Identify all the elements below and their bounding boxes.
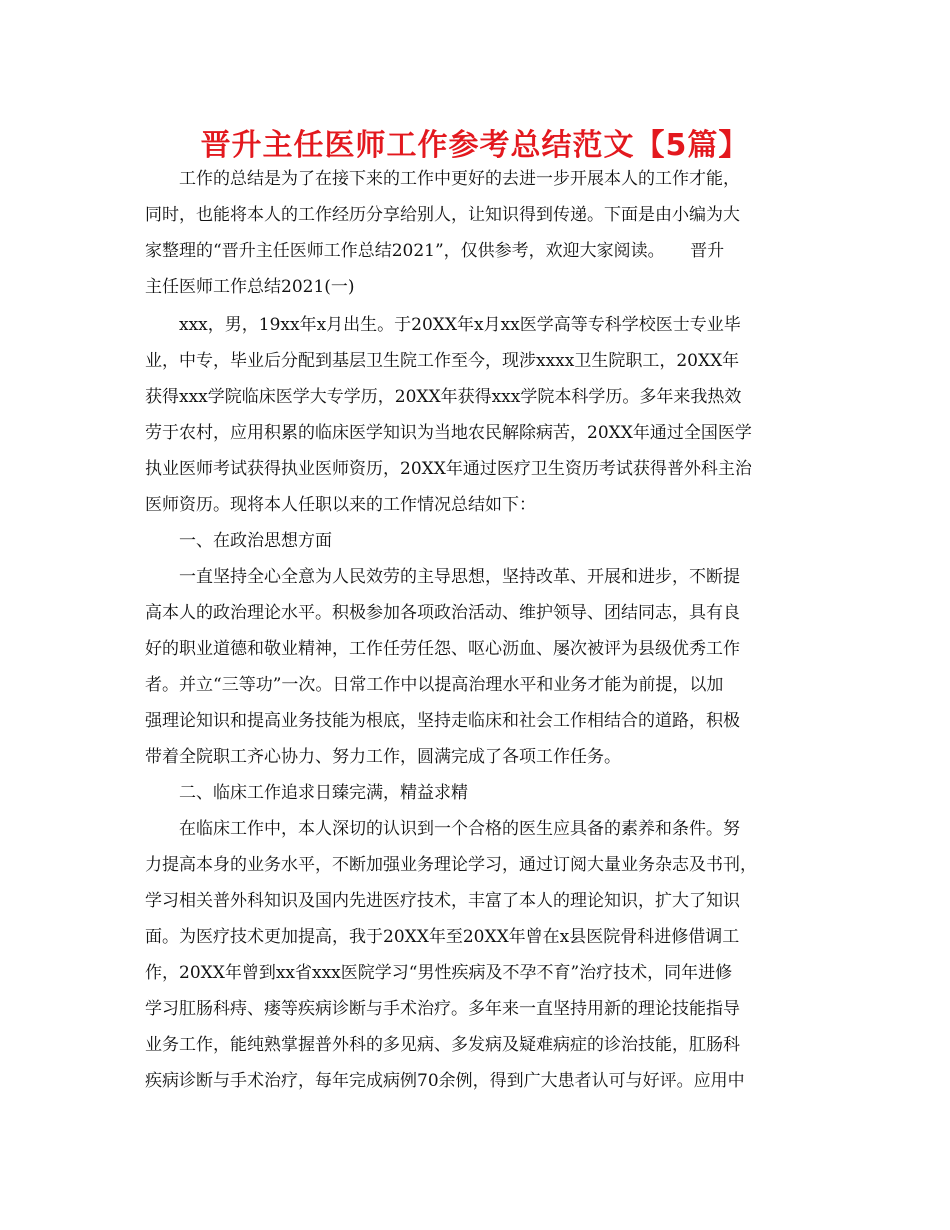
body-line: 带着全院职工齐心协力、努力工作，圆满完成了各项工作任务。 (145, 747, 621, 767)
body-line: 劳于农村，应用积累的临床医学知识为当地农民解除病苦，20XX年通过全国医学 (145, 423, 752, 443)
body-line: 者。并立“三等功”一次。日常工作中以提高治理水平和业务才能为前提，以加 (145, 675, 724, 695)
body-line: 作，20XX年曾到xx省xxx医院学习“男性疾病及不孕不育”治疗技术，同年进修 (145, 963, 733, 983)
body-line: 一直坚持全心全意为人民效劳的主导思想，坚持改革、开展和进步，不断提 (145, 567, 740, 587)
body-line: xxx，男，19xx年x月出生。于20XX年x月xx医学高等专科学校医士专业毕 (145, 315, 741, 335)
body-line: 业，中专，毕业后分配到基层卫生院工作至今，现涉xxxx卫生院职工，20XX年 (145, 351, 740, 371)
body-line: 同时，也能将本人的工作经历分享给别人，让知识得到传递。下面是由小编为大 (145, 205, 740, 225)
body-line: 学习相关普外科知识及国内先进医疗技术，丰富了本人的理论知识，扩大了知识 (145, 891, 740, 911)
body-line: 在临床工作中，本人深切的认识到一个合格的医生应具备的素养和条件。努 (145, 819, 740, 839)
document-title: 晋升主任医师工作参考总结范文【5篇】 (200, 128, 750, 163)
section-heading: 二、临床工作追求日臻完满，精益求精 (145, 783, 468, 803)
body-line: 疾病诊断与手术治疗，每年完成病例70余例，得到广大患者认可与好评。应用中 (145, 1071, 745, 1091)
body-line: 高本人的政治理论水平。积极参加各项政治活动、维护领导、团结同志，具有良 (145, 603, 740, 623)
body-line: 执业医师考试获得执业医师资历，20XX年通过医疗卫生资历考试获得普外科主治 (145, 459, 752, 479)
body-line: 强理论知识和提高业务技能为根底，坚持走临床和社会工作相结合的道路，积极 (145, 711, 740, 731)
body-line: 学习肛肠科痔、瘘等疾病诊断与手术治疗。多年来一直坚持用新的理论技能指导 (145, 999, 740, 1019)
body-line: 业务工作，能纯熟掌握普外科的多见病、多发病及疑难病症的诊治技能，肛肠科 (145, 1035, 740, 1055)
body-line: 面。为医疗技术更加提高，我于20XX年至20XX年曾在x县医院骨科进修借调工 (145, 927, 740, 947)
body-line: 获得xxx学院临床医学大专学历，20XX年获得xxx学院本科学历。多年来我热效 (145, 387, 742, 407)
body-line: 家整理的“晋升主任医师工作总结2021”，仅供参考，欢迎大家阅读。 晋升 (145, 241, 725, 261)
section-heading: 一、在政治思想方面 (145, 531, 332, 551)
body-line: 医师资历。现将本人任职以来的工作情况总结如下： (145, 495, 536, 515)
body-line: 力提高本身的业务水平，不断加强业务理论学习，通过订阅大量业务杂志及书刊， (145, 855, 757, 875)
body-line: 主任医师工作总结2021(一) (145, 277, 355, 297)
body-line: 工作的总结是为了在接下来的工作中更好的去进一步开展本人的工作才能， (145, 169, 740, 189)
body-line: 好的职业道德和敬业精神，工作任劳任怨、呕心沥血、屡次被评为县级优秀工作 (145, 639, 740, 659)
